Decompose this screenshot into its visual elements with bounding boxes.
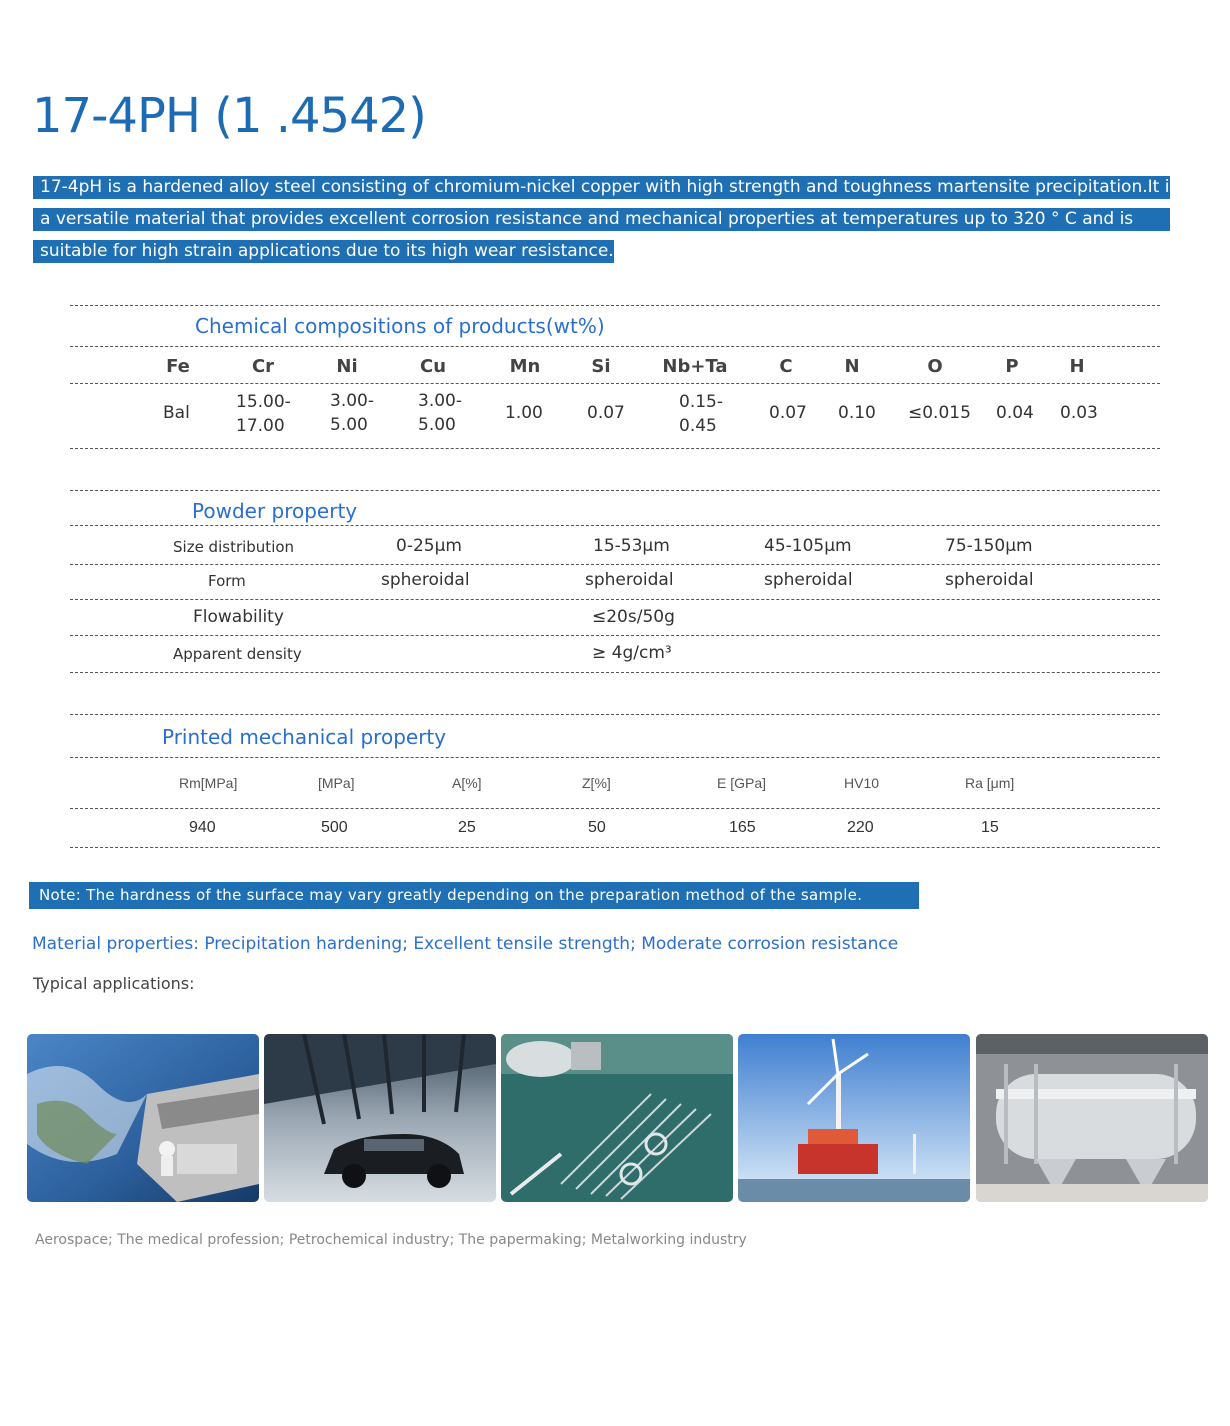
divider: [70, 564, 1160, 565]
chem-value-ni-min: 3.00-: [330, 391, 374, 411]
apparent-density-label: Apparent density: [173, 645, 302, 663]
chem-header-fe: Fe: [166, 356, 190, 377]
mech-header-rm: Rm[MPa]: [179, 775, 238, 791]
intro-line-3: suitable for high strain applications due to its high wear resistance.: [33, 240, 614, 263]
mech-value-mpa: 500: [321, 819, 348, 836]
form-value: spheroidal: [945, 570, 1034, 590]
chem-value-nbta: [679, 390, 723, 438]
intro-line-2: a versatile material that provides excellent corrosion resistance and mechanical properties at temperatures up to 320 ° C and is: [33, 208, 1170, 231]
material-properties: Material properties: Precipitation hardening; Excellent tensile strength; Moderate corrosion resistance: [32, 934, 899, 954]
mech-header-mpa: [MPa]: [318, 775, 355, 791]
chem-header-ni: Ni: [336, 356, 358, 377]
chem-header-h: H: [1069, 356, 1085, 377]
page-title: 17-4PH (1 .4542): [32, 88, 426, 144]
divider: [70, 714, 1160, 715]
chem-value-cu-max: 5.00: [418, 415, 456, 435]
divider: [70, 635, 1160, 636]
mech-value-hv10: 220: [847, 819, 874, 836]
chem-value-cu: [418, 389, 462, 437]
size-0-25: 0-25μm: [396, 536, 462, 556]
chem-value-cr-max: 17.00: [236, 416, 285, 436]
chem-value-n: 0.10: [838, 403, 876, 423]
divider: [70, 599, 1160, 600]
chem-value-cr-min: 15.00-: [236, 392, 291, 412]
chem-value-p: 0.04: [996, 403, 1034, 423]
mech-header-z: Z[%]: [582, 775, 611, 791]
chem-value-nbta-min: 0.15-: [679, 392, 723, 412]
chem-header-cr: Cr: [251, 356, 275, 377]
chem-value-fe: Bal: [163, 403, 190, 423]
form-value: spheroidal: [585, 570, 674, 590]
size-distribution-label: Size distribution: [173, 538, 295, 556]
divider: [70, 525, 1160, 526]
divider: [70, 490, 1160, 491]
chem-value-nbta-max: 0.45: [679, 416, 717, 436]
form-label: Form: [208, 572, 246, 590]
chem-value-si: 0.07: [587, 403, 625, 423]
size-45-105: 45-105μm: [764, 536, 852, 556]
note-banner: Note: The hardness of the surface may vary greatly depending on the preparation method of the sample.: [29, 882, 919, 909]
offshore-wind-image: [738, 1034, 970, 1202]
mech-value-rm: 940: [189, 819, 216, 836]
divider: [70, 672, 1160, 673]
chem-value-ni: [330, 389, 374, 437]
chem-value-h: 0.03: [1060, 403, 1098, 423]
chem-value-o: ≤0.015: [908, 403, 971, 423]
chem-header-o: O: [927, 356, 943, 377]
mech-value-z: 50: [588, 819, 606, 836]
chem-value-cr: [236, 390, 291, 438]
applications-list: Aerospace; The medical profession; Petrochemical industry; The papermaking; Metalworking industry: [35, 1232, 747, 1248]
chem-header-p: P: [1005, 356, 1019, 377]
mech-header-e: E [GPa]: [717, 775, 767, 791]
chem-header-si: Si: [591, 356, 611, 377]
chem-header-n: N: [844, 356, 860, 377]
mech-value-e: 165: [729, 819, 756, 836]
industrial-tank-image: [976, 1034, 1208, 1202]
chem-value-mn: 1.00: [505, 403, 543, 423]
size-15-53: 15-53μm: [593, 536, 670, 556]
chem-header-cu: Cu: [419, 356, 447, 377]
divider: [70, 383, 1160, 384]
typical-applications-label: Typical applications:: [33, 974, 195, 993]
chem-value-ni-max: 5.00: [330, 415, 368, 435]
automotive-image: [264, 1034, 496, 1202]
chem-header-mn: Mn: [509, 356, 541, 377]
apparent-density-value: ≥ 4g/cm³: [592, 643, 672, 663]
medical-image: [501, 1034, 733, 1202]
divider: [70, 448, 1160, 449]
divider: [70, 305, 1160, 306]
mech-header-hv10: HV10: [844, 775, 880, 791]
form-value: spheroidal: [381, 570, 470, 590]
chem-value-cu-min: 3.00-: [418, 391, 462, 411]
intro-line-1: 17-4pH is a hardened alloy steel consisting of chromium-nickel copper with high strength and toughness martensite precipitation.It is: [33, 176, 1170, 199]
mech-header-ra: Ra [μm]: [965, 775, 1015, 791]
size-75-150: 75-150μm: [945, 536, 1033, 556]
chem-header-c: C: [779, 356, 793, 377]
form-value: spheroidal: [764, 570, 853, 590]
powder-section-title: Powder property: [192, 499, 358, 523]
flowability-value: ≤20s/50g: [592, 607, 675, 627]
mech-value-a: 25: [458, 819, 476, 836]
divider: [70, 847, 1160, 848]
divider: [70, 757, 1160, 758]
chemical-section-title: Chemical compositions of products(wt%): [195, 314, 605, 338]
mech-value-ra: 15: [981, 819, 999, 836]
divider: [70, 346, 1160, 347]
mech-header-a: A[%]: [452, 775, 482, 791]
divider: [70, 808, 1160, 809]
mechanical-section-title: Printed mechanical property: [162, 725, 447, 749]
aerospace-image: [27, 1034, 259, 1202]
flowability-label: Flowability: [193, 607, 284, 627]
chem-value-c: 0.07: [769, 403, 807, 423]
chem-header-nbta: Nb+Ta: [662, 356, 728, 377]
